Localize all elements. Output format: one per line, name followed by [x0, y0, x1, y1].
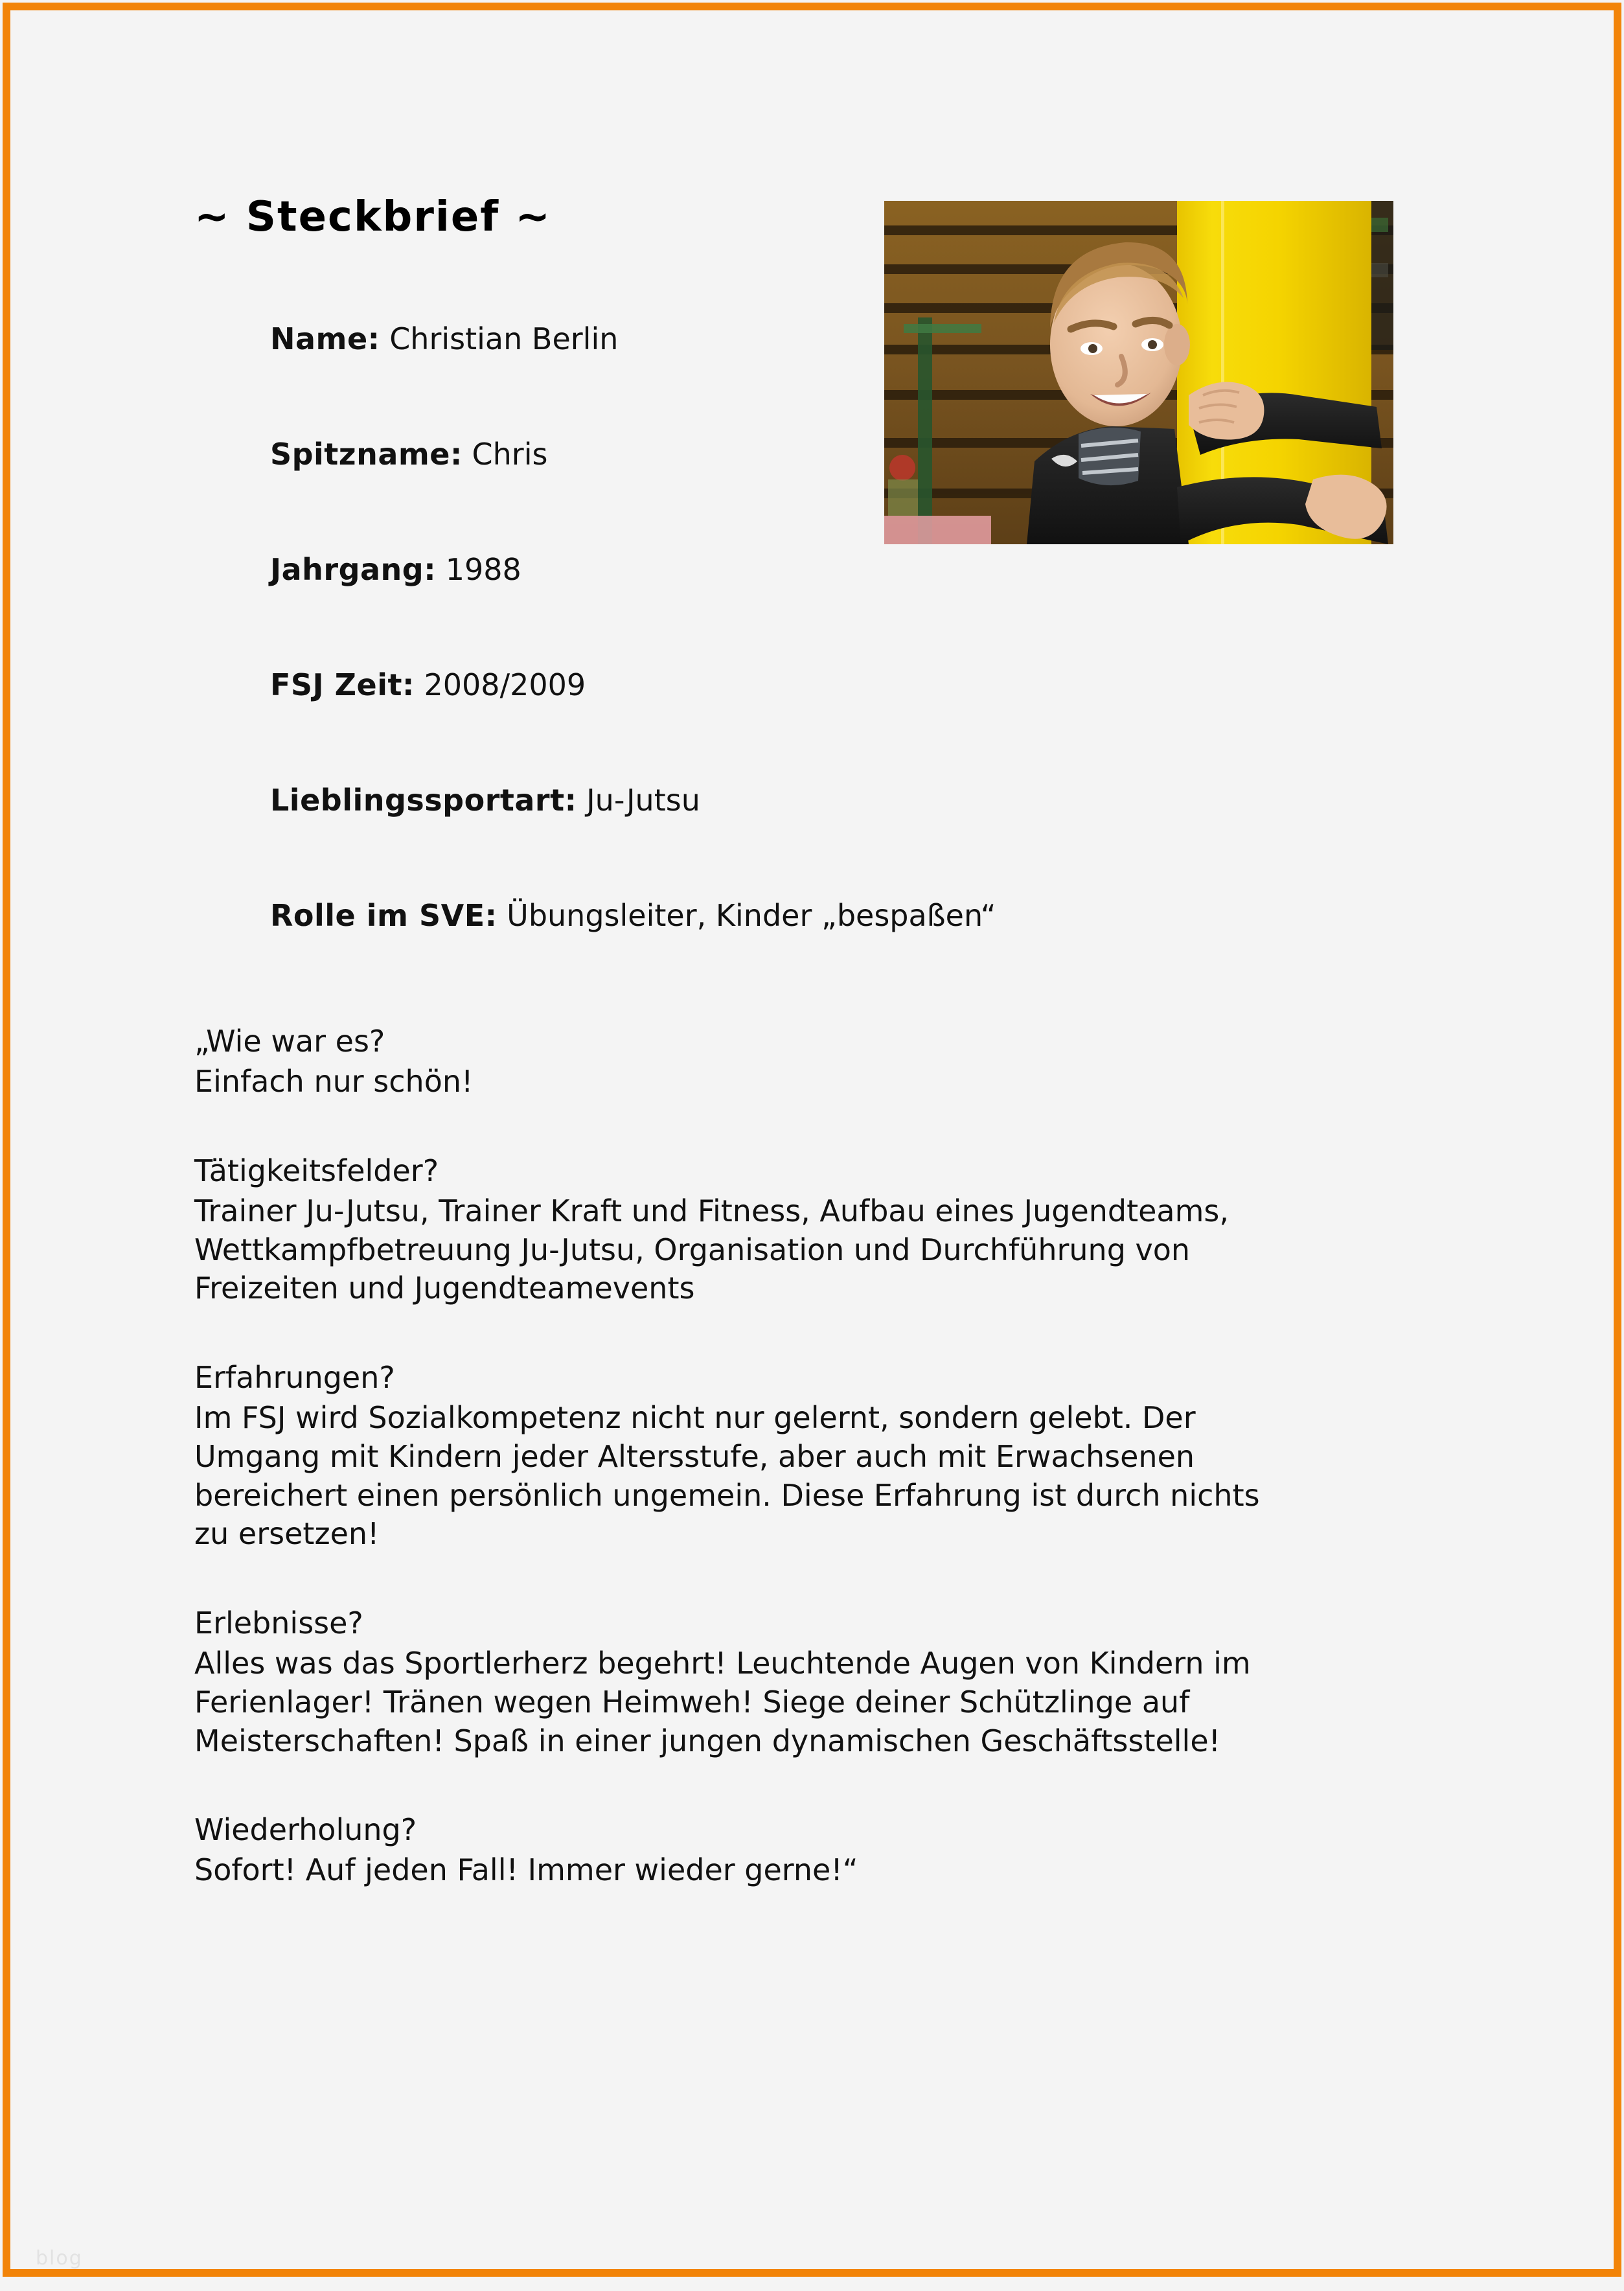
qa-block-wie-war-es: [194, 1022, 1425, 1101]
info-label-spitzname: Spitzname:: [269, 437, 463, 472]
qa-question-taetigkeitsfelder: Tätigkeitsfelder?: [194, 1153, 439, 1188]
info-row-spitzname: [194, 409, 1425, 499]
info-row-lieblingssportart: [194, 755, 1425, 845]
info-value-spitzname: Chris: [472, 437, 548, 472]
qa-answer-erlebnisse: Alles was das Sportlerherz begehrt! Leuchtende Augen von Kindern im Ferienlager! Tränen wegen Heimweh! Siege deiner Schützlinge auf Meisterschaften! Spaß in einer jungen dynamischen Geschäftsstelle!: [194, 1645, 1251, 1758]
info-value-rolle-im-sve: Übungsleiter, Kinder „bespaßen“: [507, 898, 996, 934]
steckbrief-content: [194, 194, 1425, 1890]
info-value-lieblingssportart: Ju-Jutsu: [586, 783, 700, 818]
info-label-fsj-zeit: FSJ Zeit:: [269, 667, 415, 703]
info-label-name: Name:: [269, 321, 380, 357]
qa-block-erlebnisse: [194, 1604, 1425, 1760]
info-row-jahrgang: [194, 525, 1425, 614]
info-value-name: Christian Berlin: [389, 321, 619, 357]
page-border-bottom: [3, 2269, 1621, 2277]
qa-block-taetigkeitsfelder: [194, 1152, 1425, 1308]
info-row-rolle-im-sve: [194, 871, 1425, 960]
blog-watermark: blog: [36, 2247, 83, 2270]
page-border-top: [3, 3, 1621, 10]
qa-answer-taetigkeitsfelder: Trainer Ju-Jutsu, Trainer Kraft und Fitness, Aufbau eines Jugendteams, Wettkampfbetreuung Ju-Jutsu, Organisation und Durchführung von Freizeiten und Jugendteamevents: [194, 1193, 1229, 1306]
qa-question-erlebnisse: Erlebnisse?: [194, 1606, 363, 1641]
qa-block-wiederholung: [194, 1811, 1425, 1890]
qa-answer-wie-war-es: Einfach nur schön!: [194, 1064, 474, 1099]
info-label-lieblingssportart: Lieblingssportart:: [269, 783, 577, 818]
qa-answer-erfahrungen: Im FSJ wird Sozialkompetenz nicht nur gelernt, sondern gelebt. Der Umgang mit Kindern jeder Altersstufe, aber auch mit Erwachsenen bereichert einen persönlich ungemein. Diese Erfahrung ist durch nichts zu ersetzen!: [194, 1399, 1260, 1552]
info-value-fsj-zeit: 2008/2009: [424, 667, 586, 703]
info-row-name: [194, 294, 1425, 384]
page-border-left: [3, 3, 10, 2277]
info-value-jahrgang: 1988: [445, 552, 521, 588]
info-row-fsj-zeit: [194, 640, 1425, 730]
profile-info-list: [194, 294, 1425, 960]
qa-block-erfahrungen: [194, 1359, 1425, 1554]
qa-question-wie-war-es: „Wie war es?: [194, 1024, 385, 1059]
qa-answer-wiederholung: Sofort! Auf jeden Fall! Immer wieder gerne!“: [194, 1852, 858, 1888]
qa-question-wiederholung: Wiederholung?: [194, 1812, 417, 1848]
qa-question-erfahrungen: Erfahrungen?: [194, 1360, 395, 1396]
page-title: ~ Steckbrief ~: [194, 193, 551, 241]
page-border-right: [1614, 3, 1621, 2277]
info-label-jahrgang: Jahrgang:: [269, 552, 437, 588]
info-label-rolle-im-sve: Rolle im SVE:: [269, 898, 497, 934]
